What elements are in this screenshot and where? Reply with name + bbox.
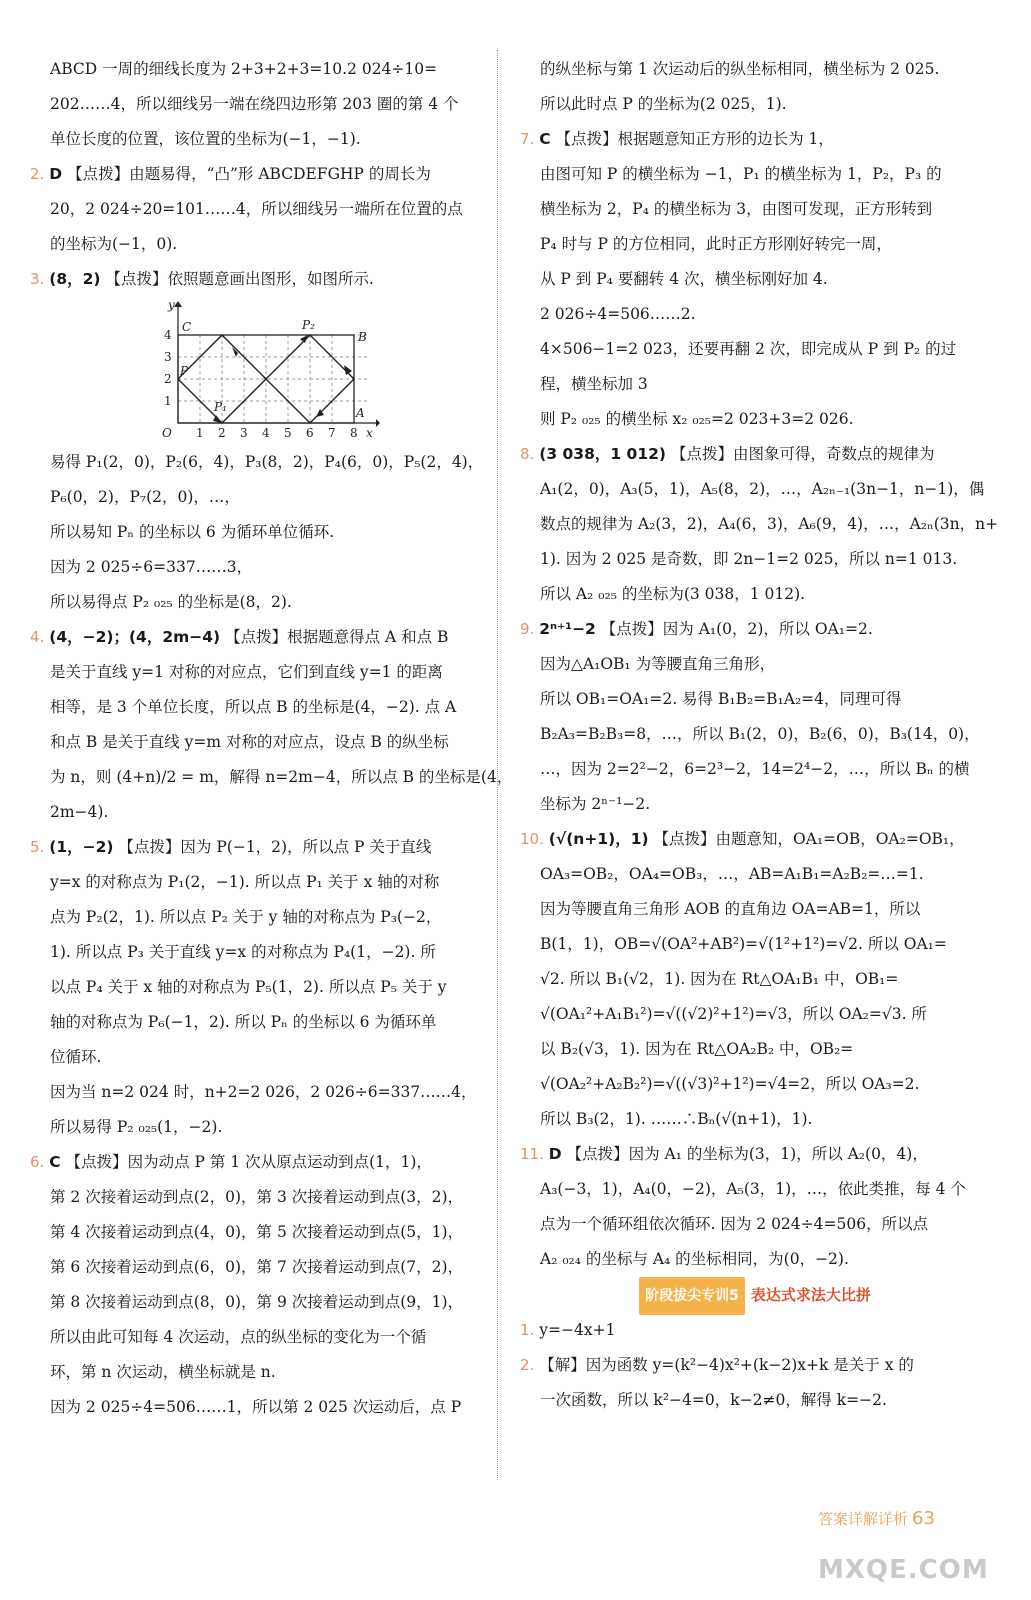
text-line: 因为当 n=2 024 时，n+2=2 026，2 026÷6=337……4， [50, 1083, 477, 1101]
question-line [520, 437, 990, 472]
x-tick: 6 [306, 426, 314, 439]
page-footer [818, 1508, 935, 1529]
point-label-A: A [356, 406, 365, 420]
text-line: 横坐标为 2，P₄ 的横坐标为 3，由图可发现，正方形转到 [540, 200, 933, 218]
text-line: 由图可知 P 的横坐标为 −1，P₁ 的横坐标为 1，P₂，P₃ 的 [540, 165, 942, 183]
text-line: 所以此时点 P 的坐标为(2 025，1). [540, 95, 787, 113]
question-line [520, 822, 990, 857]
question-number: 6. [30, 1153, 45, 1171]
text-line: 第 6 次接着运动到点(6，0)，第 7 次接着运动到点(7，2)， [50, 1258, 464, 1276]
text-line: 所以由此可知每 4 次运动，点的纵坐标的变化为一个循 [50, 1328, 427, 1346]
question-number: 7. [520, 130, 535, 148]
text-line: 位循环. [50, 1048, 102, 1066]
y-tick: 4 [164, 328, 172, 342]
question-text: 【点拨】因为 A₁ 的坐标为(3，1)，所以 A₂(0，4)， [566, 1145, 928, 1163]
question-text: 【点拨】因为 P(−1，2)，所以点 P 关于直线 [118, 838, 432, 856]
text-line: P₆(0，2)，P₇(2，0)，…， [50, 488, 240, 506]
question-number: 9. [520, 620, 535, 638]
answer-line [520, 1313, 990, 1348]
answer-value: C [49, 1153, 61, 1171]
y-tick: 3 [164, 350, 172, 364]
text-line: ABCD 一周的细线长度为 2+3+2+3=10.2 024÷10= [50, 60, 438, 78]
question-text: 【点拨】由题意知，OA₁=OB，OA₂=OB₁， [653, 830, 965, 848]
text-line: 坐标为 2ⁿ⁻¹−2. [540, 795, 651, 813]
question-line [30, 262, 482, 297]
text-line: √(OA₂²+A₂B₂²)=√((√3)²+1²)=√4=2，所以 OA₃=2. [540, 1075, 920, 1093]
text-line: 一次函数，所以 k²−4=0，k−2≠0，解得 k=−2. [540, 1391, 887, 1409]
question-text: 【点拨】因为 A₁(0，2)，所以 OA₁=2. [600, 620, 873, 638]
text-line: 第 4 次接着运动到点(4，0)，第 5 次接着运动到点(5，1)， [50, 1223, 464, 1241]
section-title: 表达式求法大比拼 [750, 1286, 871, 1304]
question-text: 【点拨】根据题意知正方形的边长为 1， [555, 130, 834, 148]
text-line: 点为一个循环组依次循环. 因为 2 024÷4=506，所以点 [540, 1215, 929, 1233]
answer-value: C [539, 130, 551, 148]
coordinate-figure [140, 299, 380, 439]
text-line: 因为 2 025÷6=337……3， [50, 558, 253, 576]
question-line [30, 157, 482, 192]
text-line: B(1，1)，OB=√(OA²+AB²)=√(1²+1²)=√2. 所以 OA₁= [540, 935, 947, 953]
answer-value: 2ⁿ⁺¹−2 [539, 620, 596, 638]
text-line: 的坐标为(−1，0). [50, 235, 178, 253]
question-number: 10. [520, 830, 544, 848]
text-line: 因为 2 025÷4=506……1，所以第 2 025 次运动后，点 P [50, 1398, 462, 1416]
section-banner [520, 1277, 990, 1313]
text-line: 1). 所以点 P₃ 关于直线 y=x 的对称点为 P₄(1，−2). 所 [50, 943, 436, 961]
point-label-P2: P₂ [302, 318, 315, 332]
text-line: 2m−4). [50, 803, 109, 821]
x-tick: 7 [328, 426, 336, 439]
question-number: 5. [30, 838, 45, 856]
text-line: 从 P 到 P₄ 要翻转 4 次，横坐标刚好加 4. [540, 270, 828, 288]
text-line: 则 P₂ ₀₂₅ 的横坐标 x₂ ₀₂₅=2 023+3=2 026. [540, 410, 854, 428]
text-line: 相等，是 3 个单位长度，所以点 B 的坐标是(4，−2). 点 A [50, 698, 457, 716]
question-line [30, 1145, 482, 1180]
text-line: 20，2 024÷20=101……4，所以细线另一端所在位置的点 [50, 200, 463, 218]
x-tick: 5 [284, 426, 292, 439]
question-text: 【点拨】因为动点 P 第 1 次从原点运动到点(1，1)， [65, 1153, 432, 1171]
text-line: 第 2 次接着运动到点(2，0)，第 3 次接着运动到点(3，2)， [50, 1188, 464, 1206]
text-line: B₂A₃=B₂B₃=8，…，所以 B₁(2，0)，B₂(6，0)，B₃(14，0)， [540, 725, 980, 743]
section-tag: 阶段拔尖专训5 [639, 1277, 745, 1315]
x-tick: 4 [262, 426, 270, 439]
answer-value: (1，−2) [49, 838, 114, 856]
answer-value: (8，2) [49, 270, 101, 288]
text-line: …，因为 2=2²−2，6=2³−2，14=2⁴−2，…，所以 Bₙ 的横 [540, 760, 970, 778]
text-line: A₂ ₀₂₄ 的坐标与 A₄ 的坐标相同，为(0，−2). [540, 1250, 849, 1268]
text-line: 1). 因为 2 025 是奇数，即 2n−1=2 025，所以 n=1 013. [540, 550, 958, 568]
text-line: 4×506−1=2 023，还要再翻 2 次，即完成从 P 到 P₂ 的过 [540, 340, 957, 358]
answer-value: (3 038，1 012) [539, 445, 666, 463]
left-column [30, 52, 513, 1425]
text-line: y=x 的对称点为 P₁(2，−1). 所以点 P₁ 关于 x 轴的对称 [50, 873, 440, 891]
footer-label: 答案详解详析 [818, 1510, 909, 1528]
text-line: 点为 P₂(2，1). 所以点 P₂ 关于 y 轴的对称点为 P₃(−2， [50, 908, 442, 926]
question-line [520, 1348, 990, 1383]
text-line: 以 B₂(√3，1). 因为在 Rt△OA₂B₂ 中，OB₂= [540, 1040, 854, 1058]
text-line: 所以 OB₁=OA₁=2. 易得 B₁B₂=B₁A₂=4，同理可得 [540, 690, 902, 708]
question-line [30, 830, 482, 865]
text-line: 和点 B 是关于直线 y=m 对称的对应点，设点 B 的纵坐标 [50, 733, 449, 751]
answer-value: (4，−2)；(4，2m−4) [49, 628, 221, 646]
text-line: 第 8 次接着运动到点(8，0)，第 9 次接着运动到点(9，1)， [50, 1293, 464, 1311]
text-line: √(OA₁²+A₁B₁²)=√((√2)²+1²)=√3，所以 OA₂=√3. 所 [540, 1005, 927, 1023]
text-line: 轴的对称点为 P₆(−1，2). 所以 Pₙ 的坐标以 6 为循环单 [50, 1013, 437, 1031]
question-line [520, 1137, 990, 1172]
text-line: 所以易知 Pₙ 的坐标以 6 为循环单位循环. [50, 523, 335, 541]
text-line: 因为等腰直角三角形 AOB 的直角边 OA=AB=1，所以 [540, 900, 921, 918]
y-tick: 1 [164, 394, 172, 408]
text-line: 的纵坐标与第 1 次运动后的纵坐标相同，横坐标为 2 025. [540, 60, 940, 78]
text-line: 易得 P₁(2，0)，P₂(6，4)，P₃(8，2)，P₄(6，0)，P₅(2，4)， [50, 453, 484, 471]
answer-value: (√(n+1)，1) [548, 830, 649, 848]
x-tick: 8 [350, 426, 358, 439]
text-line: 因为△A₁OB₁ 为等腰直角三角形， [540, 655, 776, 673]
text-line: P₄ 时与 P 的方位相同，此时正方形刚好转完一周， [540, 235, 892, 253]
figure-svg [140, 299, 380, 439]
question-line [30, 620, 482, 655]
point-label-O: O [162, 426, 172, 439]
text-line: 数点的规律为 A₂(3，2)，A₄(6，3)，A₆(9，4)，…，A₂ₙ(3n，n+ [540, 515, 999, 533]
x-axis-label: x [366, 426, 373, 439]
x-tick: 2 [218, 426, 226, 439]
text-line: 所以易得 P₂ ₀₂₅(1，−2). [50, 1118, 223, 1136]
text-line: OA₃=OB₂，OA₄=OB₃，…，AB=A₁B₁=A₂B₂=…=1. [540, 865, 924, 883]
text-line: 2 026÷4=506……2. [540, 305, 696, 323]
right-column [520, 52, 999, 1418]
page-number: 63 [912, 1508, 935, 1529]
question-number: 3. [30, 270, 45, 288]
text-line: √2. 所以 B₁(√2，1). 因为在 Rt△OA₁B₁ 中，OB₁= [540, 970, 899, 988]
x-tick: 3 [240, 426, 248, 439]
question-line [520, 122, 990, 157]
question-number: 2. [520, 1356, 535, 1374]
text-line: 环，第 n 次运动，横坐标就是 n. [50, 1363, 276, 1381]
watermark-logo: MXQE.COM [818, 1555, 989, 1585]
x-tick: 1 [196, 426, 204, 439]
answer-value: D [548, 1145, 562, 1163]
question-number: 8. [520, 445, 535, 463]
question-text: 【点拨】根据题意得点 A 和点 B [225, 628, 449, 646]
point-label-C: C [182, 320, 192, 334]
question-text: 【解】因为函数 y=(k²−4)x²+(k−2)x+k 是关于 x 的 [539, 1356, 914, 1374]
question-number: 11. [520, 1145, 544, 1163]
y-axis-label: y [168, 299, 175, 312]
question-text: 【点拨】由图象可得，奇数点的规律为 [670, 445, 935, 463]
question-text: 【点拨】由题易得，“凸”形 ABCDEFGHP 的周长为 [67, 165, 431, 183]
text-line: A₃(−3，1)，A₄(0，−2)，A₅(3，1)，…，依此类推，每 4 个 [540, 1180, 966, 1198]
text-line: 所以易得点 P₂ ₀₂₅ 的坐标是(8，2). [50, 593, 292, 611]
question-number: 1. [520, 1321, 535, 1339]
question-number: 2. [30, 165, 45, 183]
answer-text: y=−4x+1 [539, 1321, 616, 1339]
text-line: 以点 P₄ 关于 x 轴的对称点为 P₅(1，2). 所以点 P₅ 关于 y [50, 978, 447, 996]
text-line: A₁(2，0)，A₃(5，1)，A₅(8，2)，…，A₂ₙ₋₁(3n−1，n−1)，偶 [540, 480, 985, 498]
point-label-P: P [180, 364, 189, 378]
text-line: 程，横坐标加 3 [540, 375, 648, 393]
question-text: 【点拨】依照题意画出图形，如图所示. [105, 270, 374, 288]
text-line: 是关于直线 y=1 对称的对应点，它们到直线 y=1 的距离 [50, 663, 443, 681]
text-line: 为 n，则 (4+n)/2 = m，解得 n=2m−4，所以点 B 的坐标是(4， [50, 768, 513, 786]
text-line: 所以 B₃(2，1). ……∴Bₙ(√(n+1)，1). [540, 1110, 813, 1128]
point-label-B: B [358, 330, 367, 344]
text-line: 所以 A₂ ₀₂₅ 的坐标为(3 038，1 012). [540, 585, 806, 603]
y-tick: 2 [164, 372, 172, 386]
answer-value: D [49, 165, 63, 183]
point-label-P1: P₁ [214, 400, 227, 414]
text-line: 单位长度的位置，该位置的坐标为(−1，−1). [50, 130, 361, 148]
question-number: 4. [30, 628, 45, 646]
text-line: 202……4，所以细线另一端在绕四边形第 203 圈的第 4 个 [50, 95, 459, 113]
question-line [520, 612, 990, 647]
